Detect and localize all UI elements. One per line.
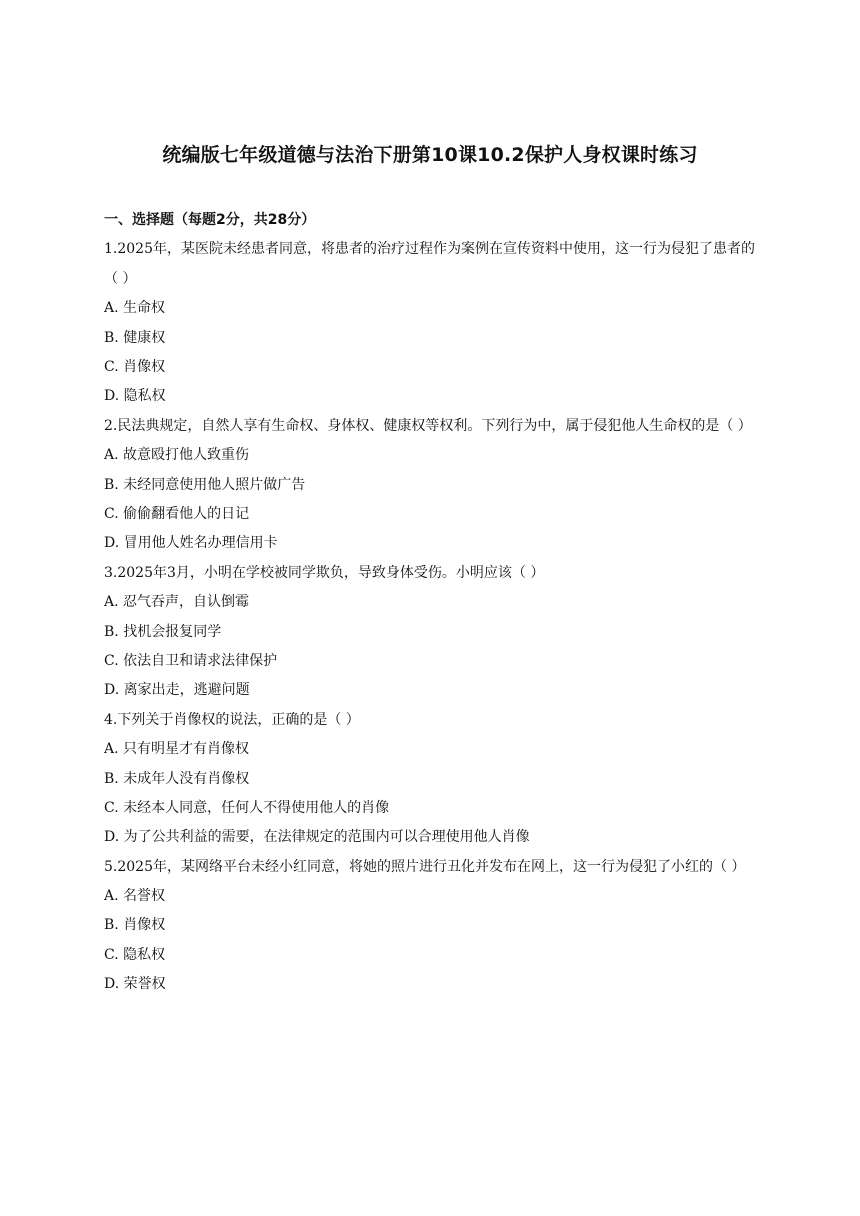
question-stem: 4.下列关于肖像权的说法，正确的是（ ） [104,711,360,728]
question-stem: 2.民法典规定，自然人享有生命权、身体权、健康权等权利。下列行为中，属于侵犯他人生命权的是（ ） [104,417,752,434]
question-stem: 1.2025年，某医院未经患者同意，将患者的治疗过程作为案例在宣传资料中使用，这一行为侵犯了患者的（ ） [104,241,755,287]
document-body [104,206,764,1000]
question-2 [104,412,764,559]
option-d: D. 冒用他人姓名办理信用卡 [104,535,278,552]
option-b: B. 肖像权 [104,917,166,934]
option-a: A. 故意殴打他人致重伤 [104,447,250,464]
option-d: D. 为了公共利益的需要，在法律规定的范围内可以合理使用他人肖像 [104,829,530,846]
option-c: C. 隐私权 [104,946,166,963]
option-a: A. 忍气吞声，自认倒霉 [104,594,250,611]
option-d: D. 隐私权 [104,388,166,405]
option-a: A. 名誉权 [104,888,166,905]
option-b: B. 找机会报复同学 [104,623,222,640]
question-4 [104,706,764,853]
section-heading: 一、选择题（每题2分，共28分） [104,212,316,228]
question-1 [104,235,764,411]
option-b: B. 未经同意使用他人照片做广告 [104,476,306,493]
option-d: D. 离家出走，逃避问题 [104,682,250,699]
option-c: C. 依法自卫和请求法律保护 [104,652,278,669]
question-5 [104,853,764,1000]
question-stem: 3.2025年3月，小明在学校被同学欺负，导致身体受伤。小明应该（ ） [104,564,545,581]
option-a: A. 生命权 [104,300,166,317]
option-c: C. 肖像权 [104,358,166,375]
option-c: C. 未经本人同意，任何人不得使用他人的肖像 [104,799,390,816]
question-stem: 5.2025年，某网络平台未经小红同意，将她的照片进行丑化并发布在网上，这一行为侵犯了小红的（ ） [104,858,746,875]
question-3 [104,559,764,706]
option-b: B. 未成年人没有肖像权 [104,770,250,787]
option-a: A. 只有明星才有肖像权 [104,741,250,758]
option-c: C. 偷偷翻看他人的日记 [104,505,250,522]
option-d: D. 荣誉权 [104,976,166,993]
option-b: B. 健康权 [104,329,166,346]
document-title: 统编版七年级道德与法治下册第10课10.2保护人身权课时练习 [162,144,698,166]
